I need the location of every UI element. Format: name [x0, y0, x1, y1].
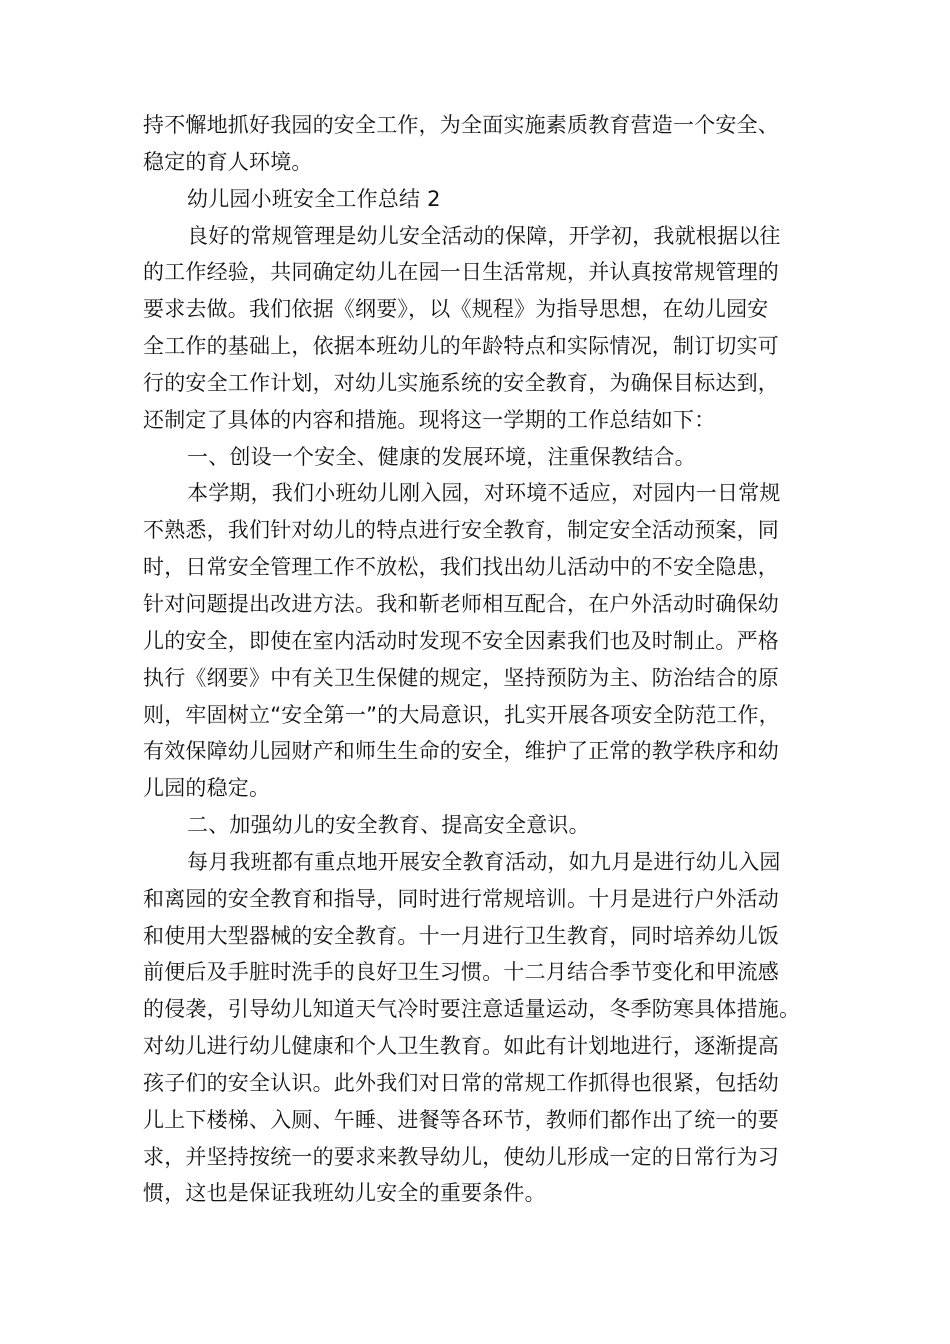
- text-line: 执行《纲要》中有关卫生保健的规定，坚持预防为主、防治结合的原: [143, 665, 779, 690]
- text-line: 还制定了具体的内容和措施。现将这一学期的工作总结如下：: [143, 407, 716, 432]
- text-line: 二、加强幼儿的安全教育、提高安全意识。: [187, 813, 590, 838]
- text-line: 孩子们的安全认识。此外我们对日常的常规工作抓得也很紧，包括幼: [143, 1070, 779, 1095]
- text-line: 则，牢固树立“安全第一”的大局意识，扎实开展各项安全防范工作，: [143, 702, 780, 727]
- text-line: 每月我班都有重点地开展安全教育活动，如九月是进行幼儿入园: [187, 849, 781, 874]
- text-line: 的侵袭，引导幼儿知道天气冷时要注意适量运动，冬季防寒具体措施。: [143, 997, 801, 1022]
- text-line: 行的安全工作计划，对幼儿实施系统的安全教育，为确保目标达到，: [143, 370, 779, 395]
- text-line: 稳定的育人环境。: [143, 149, 313, 174]
- text-line: 和离园的安全教育和指导，同时进行常规培训。十月是进行户外活动: [143, 886, 779, 911]
- text-line: 针对问题提出改进方法。我和靳老师相互配合，在户外活动时确保幼: [143, 591, 779, 616]
- text-line: 幼儿园小班安全工作总结 2: [187, 186, 441, 211]
- text-line: 本学期，我们小班幼儿刚入园，对环境不适应，对园内一日常规: [187, 481, 781, 506]
- text-line: 一、创设一个安全、健康的发展环境，注重保教结合。: [187, 444, 696, 469]
- text-line: 不熟悉，我们针对幼儿的特点进行安全教育，制定安全活动预案，同: [143, 518, 779, 543]
- text-line: 全工作的基础上，依据本班幼儿的年龄特点和实际情况，制订切实可: [143, 334, 779, 359]
- text-line: 惯，这也是保证我班幼儿安全的重要条件。: [143, 1181, 546, 1206]
- text-line: 儿上下楼梯、入厕、午睡、进餐等各环节，教师们都作出了统一的要: [143, 1107, 779, 1132]
- text-line: 对幼儿进行幼儿健康和个人卫生教育。如此有计划地进行，逐渐提高: [143, 1034, 779, 1059]
- document-body: [143, 107, 823, 1212]
- text-line: 儿园的稳定。: [143, 776, 271, 801]
- text-line: 和使用大型器械的安全教育。十一月进行卫生教育，同时培养幼儿饭: [143, 923, 779, 948]
- text-line: 前便后及手脏时洗手的良好卫生习惯。十二月结合季节变化和甲流感: [143, 960, 779, 985]
- text-line: 要求去做。我们依据《纲要》，以《规程》为指导思想，在幼儿园安: [143, 297, 769, 322]
- text-line: 良好的常规管理是幼儿安全活动的保障，开学初，我就根据以往: [187, 223, 781, 248]
- text-line: 求，并坚持按统一的要求来教导幼儿，使幼儿形成一定的日常行为习: [143, 1144, 779, 1169]
- text-line: 有效保障幼儿园财产和师生生命的安全，维护了正常的教学秩序和幼: [143, 739, 779, 764]
- text-line: 持不懈地抓好我园的安全工作，为全面实施素质教育营造一个安全、: [143, 113, 779, 137]
- text-line: 时，日常安全管理工作不放松，我们找出幼儿活动中的不安全隐患，: [143, 555, 779, 580]
- text-line: 的工作经验，共同确定幼儿在园一日生活常规，并认真按常规管理的: [143, 260, 779, 285]
- text-line: 儿的安全，即使在室内活动时发现不安全因素我们也及时制止。严格: [143, 628, 779, 653]
